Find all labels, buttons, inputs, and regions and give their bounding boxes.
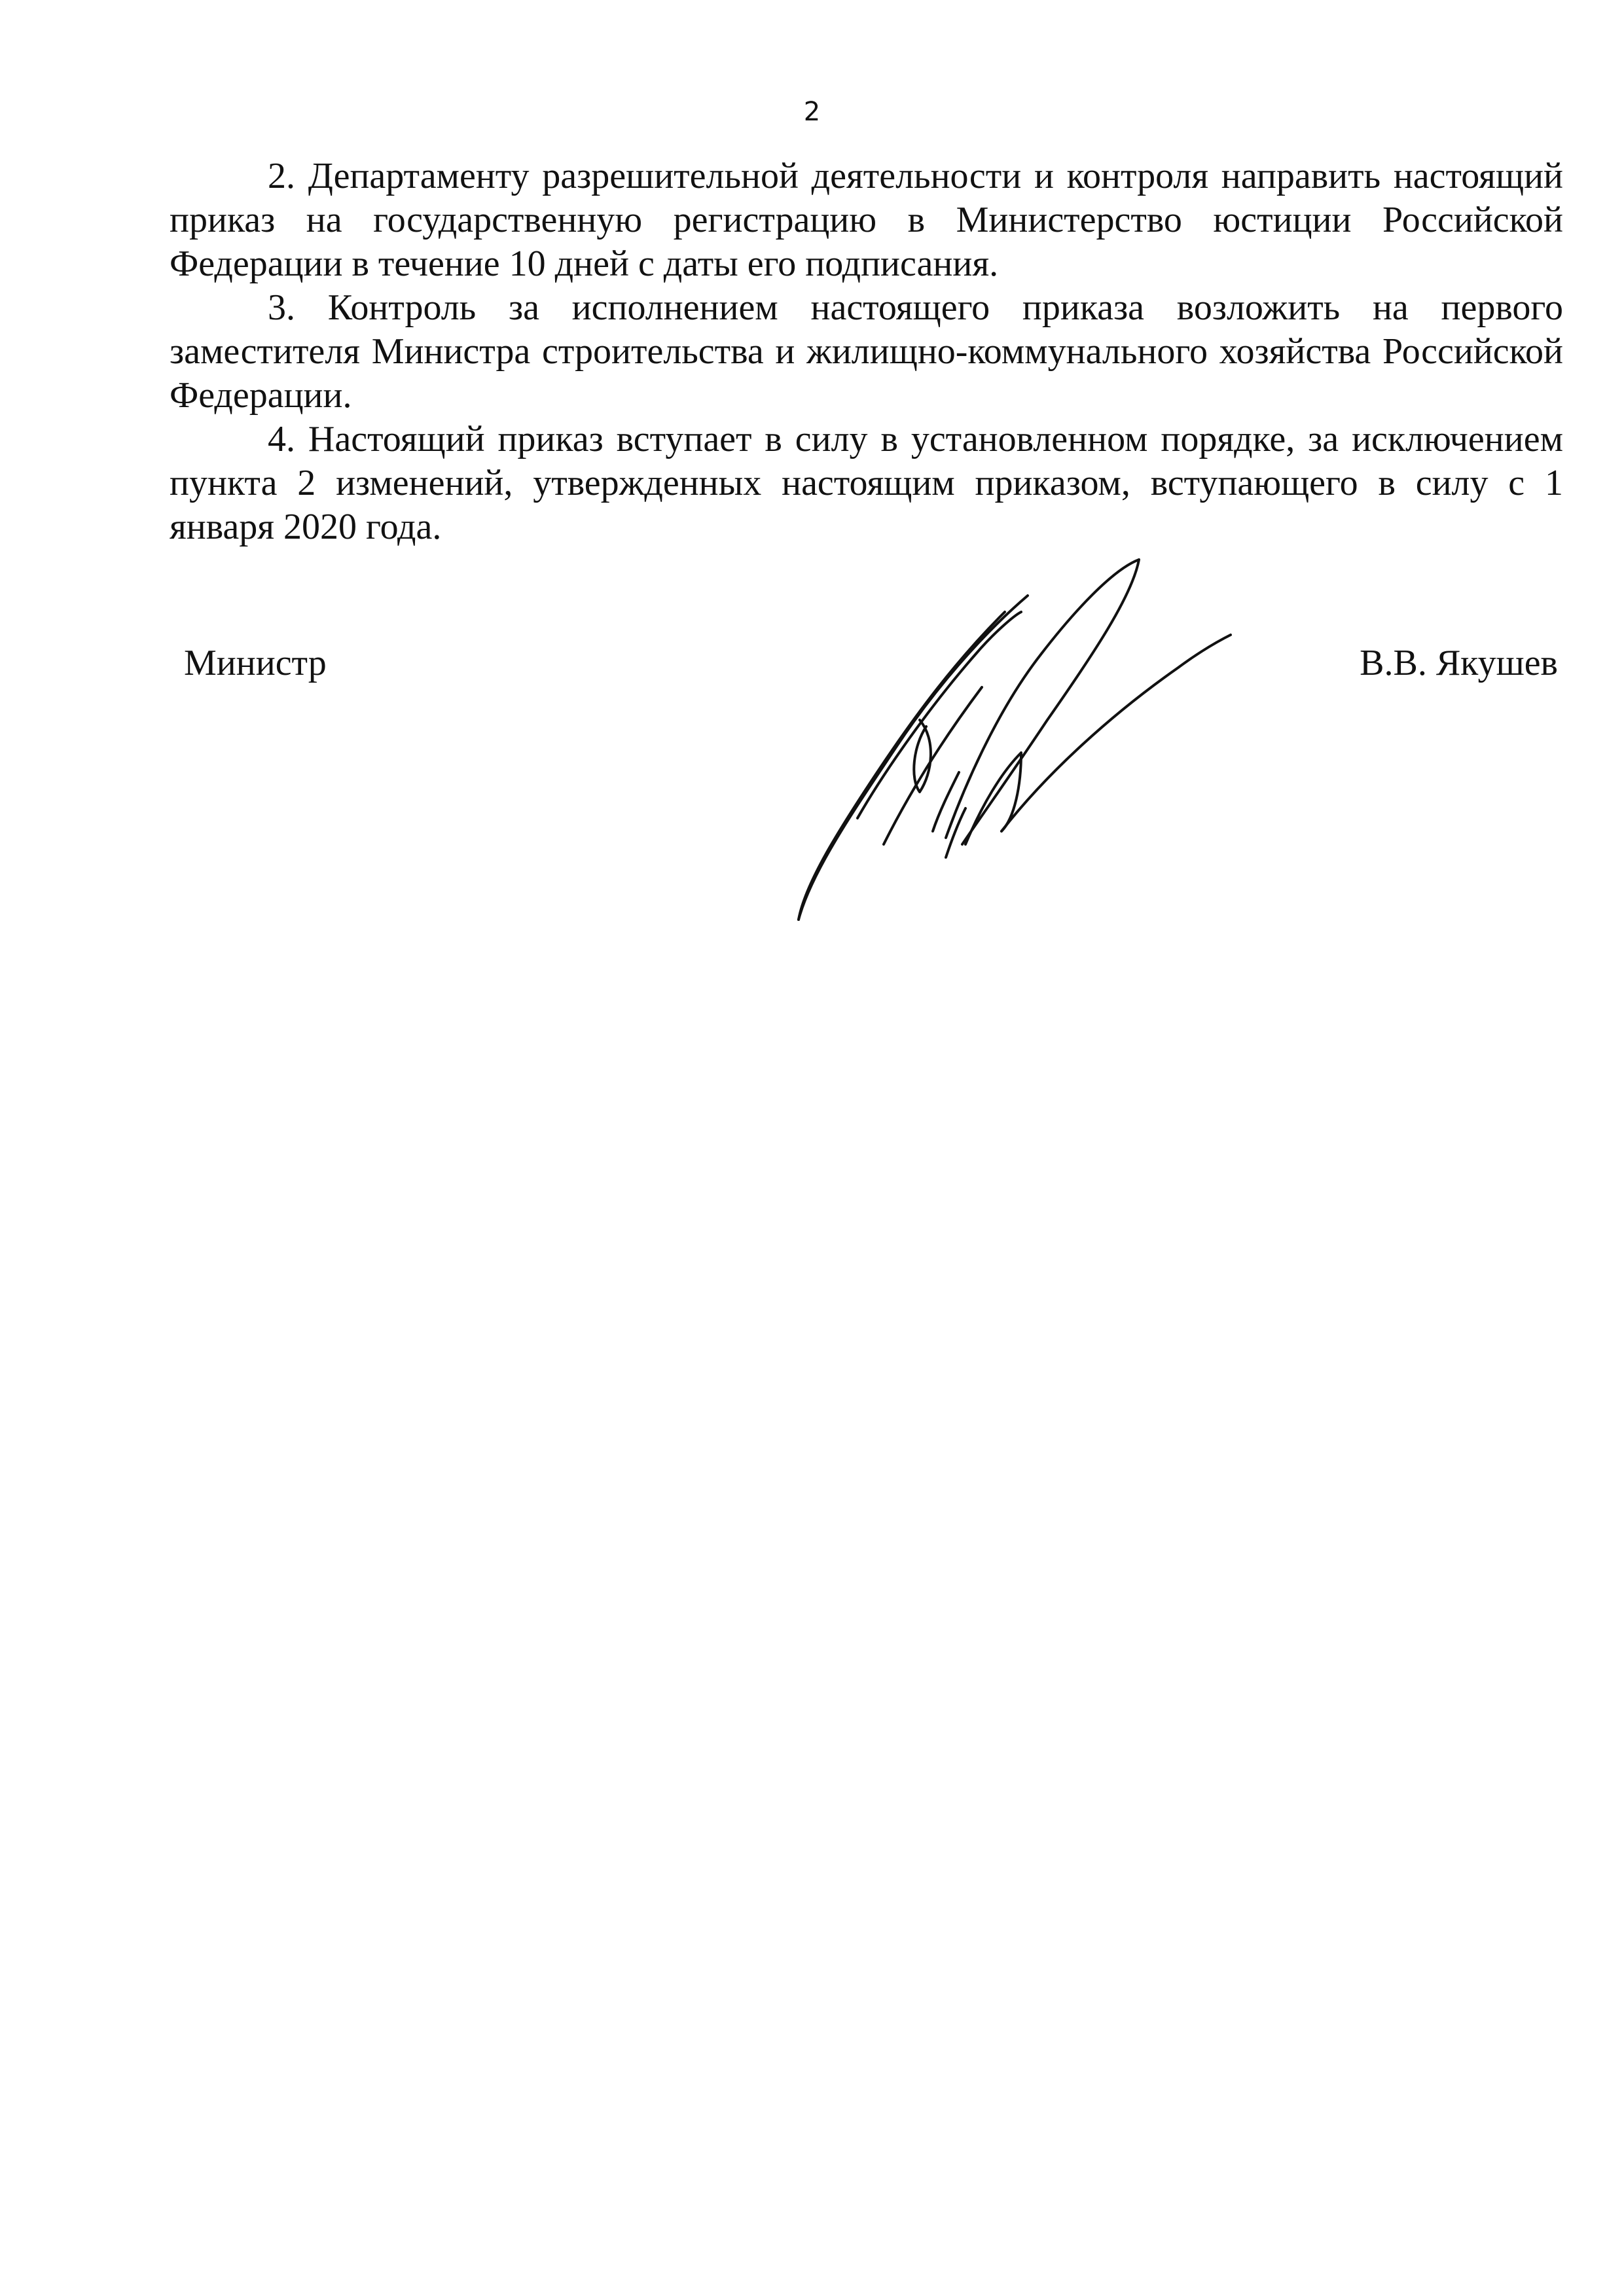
paragraph-3: 3. Контроль за исполнением настоящего приказа возложить на первого заместителя Министра строительства и жилищно-коммунального хозяйства Российской Федерации.: [170, 287, 1563, 416]
signatory-name: В.В. Якушев: [1360, 643, 1558, 683]
paragraph-4: 4. Настоящий приказ вступает в силу в установленном порядке, за исключением пункта 2 изменений, утвержденных настоящим приказом, вступающего в силу с 1 января 2020 года.: [170, 419, 1563, 547]
signatory-title: Министр: [184, 643, 327, 683]
page-number: 2: [803, 97, 821, 127]
document-body: [170, 154, 1563, 549]
paragraph-2: 2. Департаменту разрешительной деятельности и контроля направить настоящий приказ на государственную регистрацию в Министерство юстиции Российской Федерации в течение 10 дней с даты его подписания.: [170, 156, 1563, 284]
handwritten-signature: [785, 556, 1244, 936]
